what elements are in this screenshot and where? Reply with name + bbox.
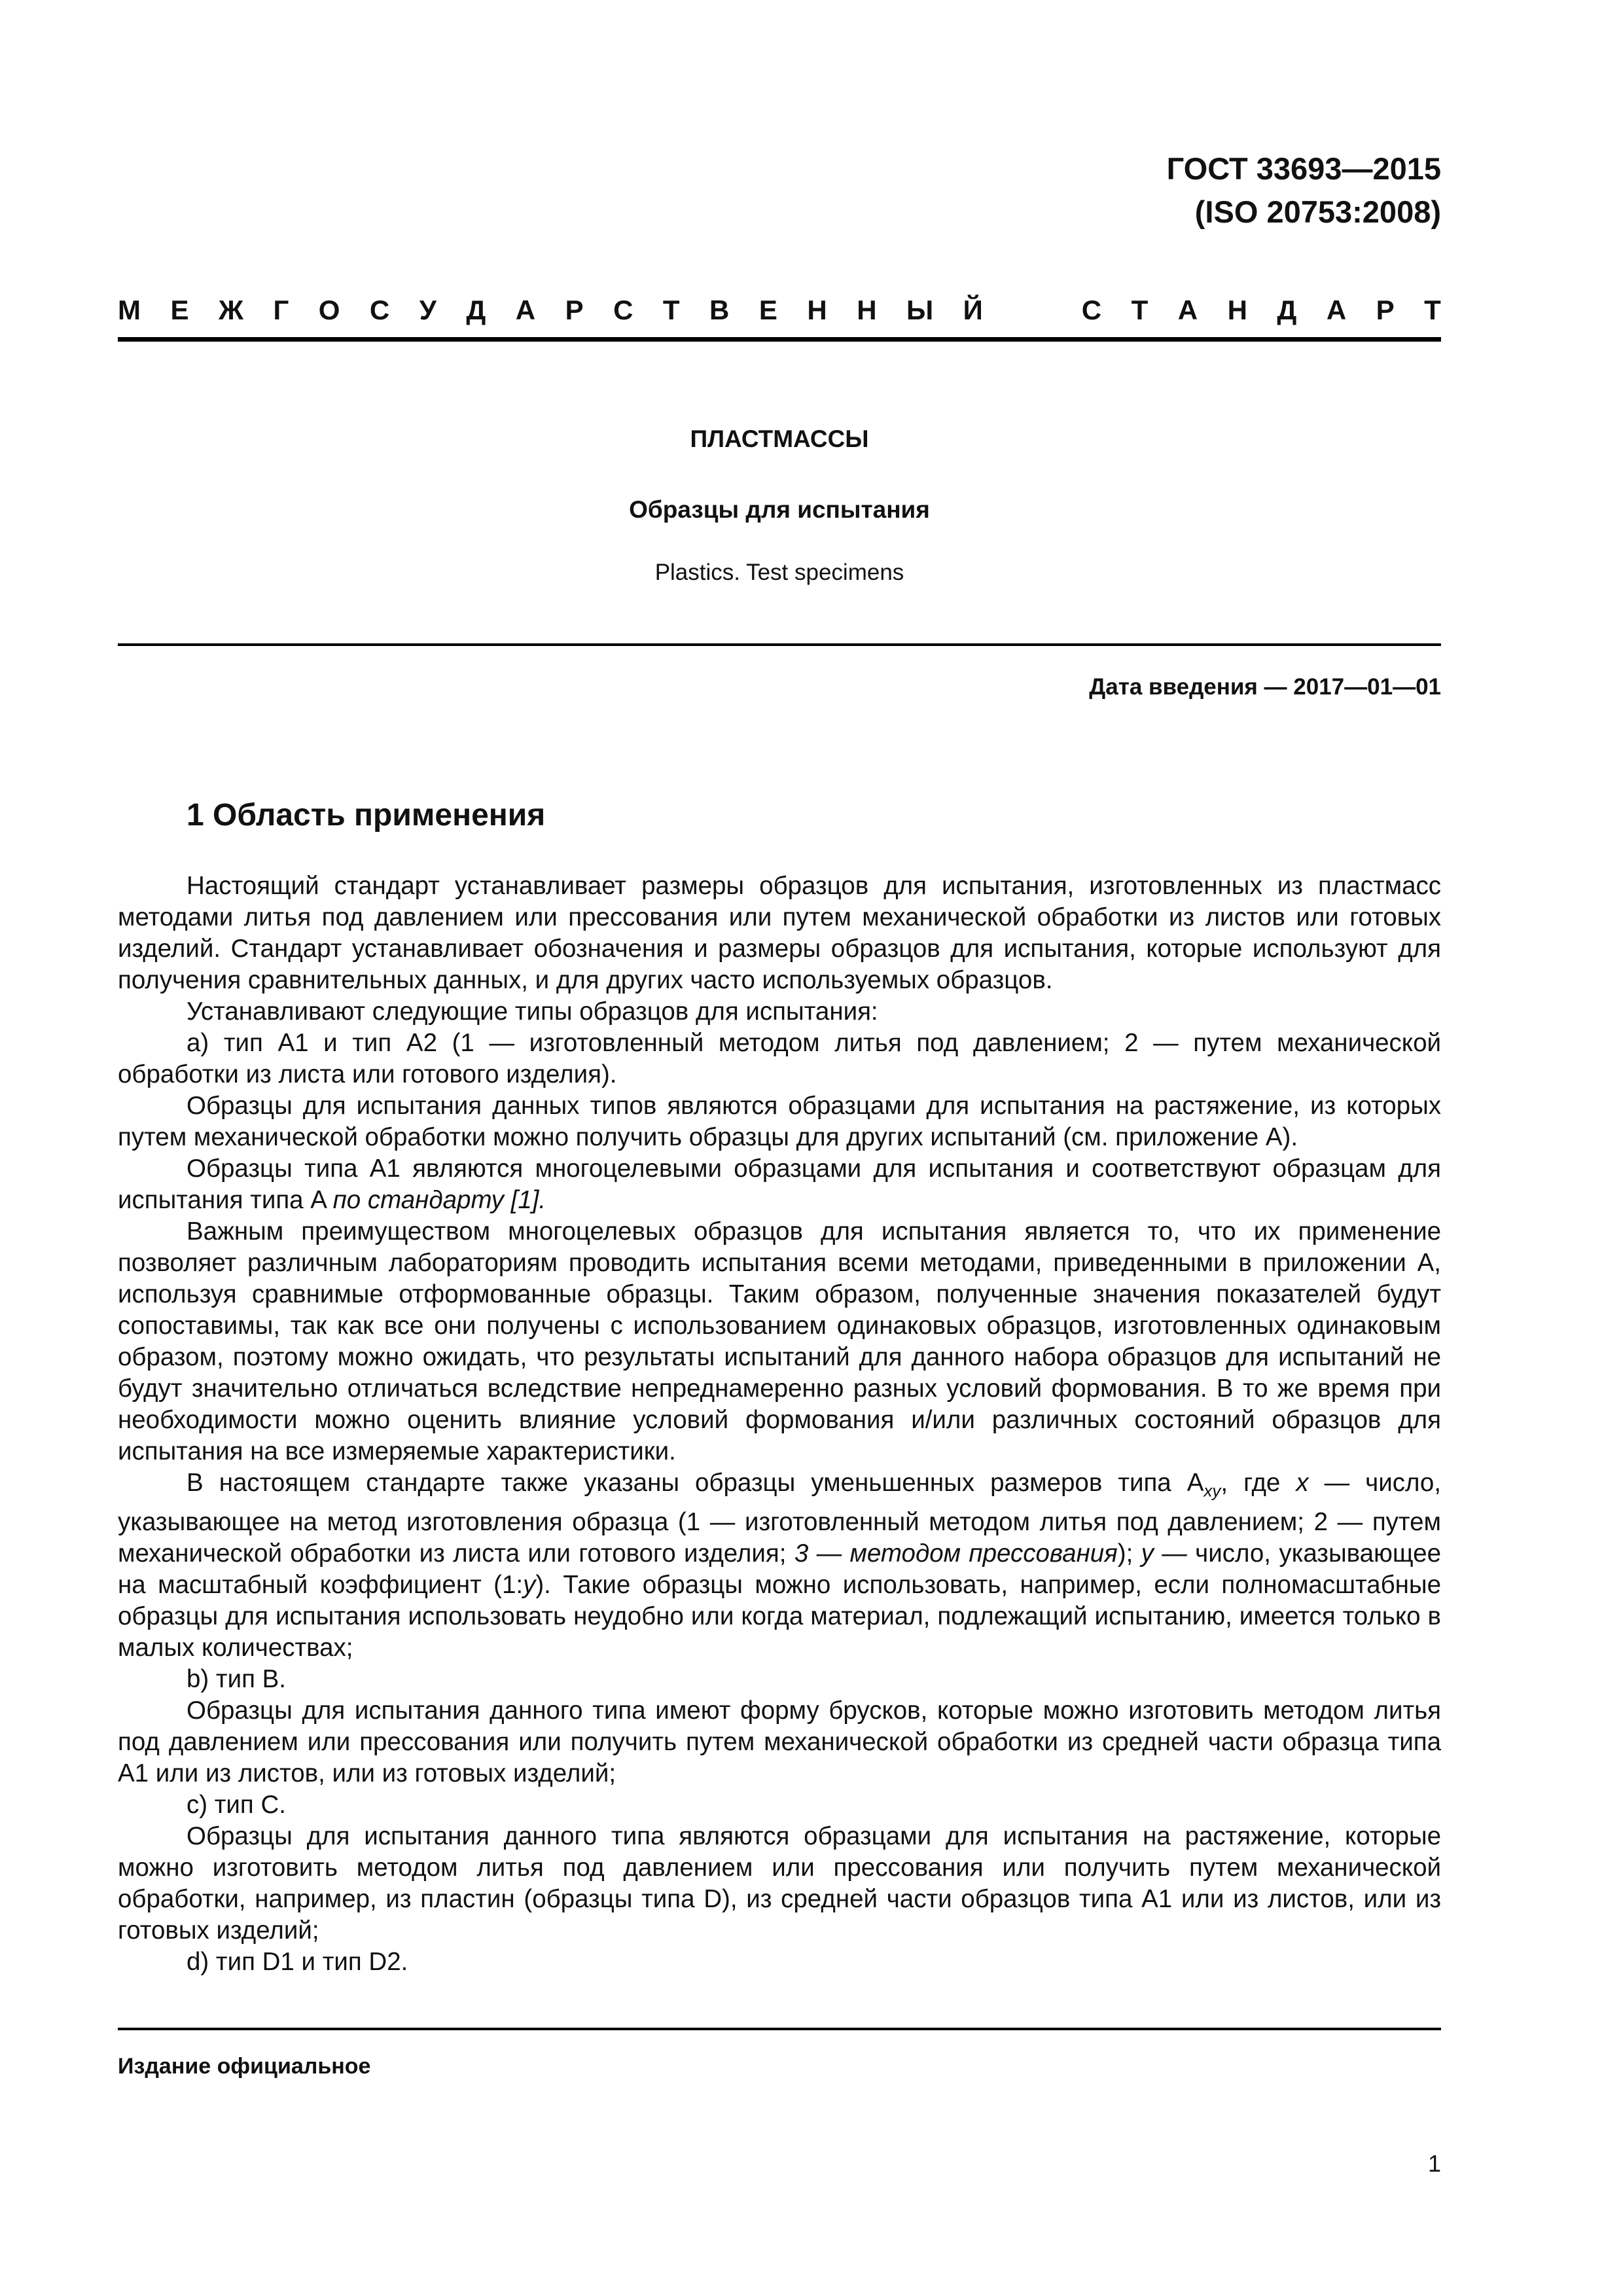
banner-letter: Ж [218,295,243,325]
paragraph: Важным преимуществом многоцелевых образцов для испытания является то, что их применение позволяет различным лабораториям проводить испытания всеми методами, приведенными в приложении A, используя сравнимые отформованные образцы. Таким образом, полученные значения показателей будут сопоставимы, так как все они получены с использованием одинаковых образцов, изготовленных одинаковым образом, поэтому можно ожидать, что результаты испытаний для данного набора образцов для испытаний не будут значительно отличаться вследствие непреднамеренно разных условий формования. В то же время при необходимости можно оценить влияние условий формования и/или различных состояний образцов для испытания на все измеряемые характеристики. [118,1217,1441,1465]
date-introduced: Дата введения — 2017—01—01 [1089,674,1441,700]
section-body [118,870,1441,1978]
gost-designation [1167,147,1441,234]
banner-letter: Н [807,295,827,325]
banner-letter: А [515,295,536,325]
iso-number: (ISO 20753:2008) [1194,194,1441,229]
banner-word-gap [1012,295,1052,334]
list-item-c: c) тип C. [187,1790,286,1819]
banner-letter: В [709,295,730,325]
banner-letter: А [1326,295,1347,325]
banner-letter: С [369,295,390,325]
list-item-a: a) тип A1 и тип A2 (1 — изготовленный методом литья под давлением; 2 — путем механической обработки из листа или готового изделия). [118,1029,1441,1088]
page-number: 1 [1427,2150,1441,2177]
document-subtitle: Образцы для испытания [629,496,930,523]
banner-rule [118,337,1441,342]
section-heading: 1 Область применения [187,798,546,833]
paragraph: Настоящий стандарт устанавливает размеры образцов для испытания, изготовленных из пластмасс методами литья под давлением или прессования или путем механической обработки из листов или готовых изделий. Стандарт устанавливает обозначения и размеры образцов для испытания, которые используют для получения сравнительных данных, и для других часто используемых образцов. [118,872,1441,994]
paragraph: Образцы для испытания данного типа являются образцами для испытания на растяжение, которые можно изготовить методом литья под давлением или прессования или получить путем механической обработки, например, из пластин (образцы типа D), из средней части образцов типа A1 или из листов, или из готовых изделий; [118,1821,1441,1945]
gost-number: ГОСТ 33693—2015 [1166,151,1441,186]
edition-label: Издание официальное [118,2054,371,2079]
title-rule [118,643,1441,646]
banner-letter: О [318,295,340,325]
banner-letter: С [1081,295,1102,325]
footer-rule [118,2028,1441,2030]
document-title-english: Plastics. Test specimens [654,560,904,585]
banner-letter: Г [273,295,289,325]
list-item-d: d) тип D1 и тип D2. [187,1947,408,1976]
reference-link: по стандарту [1]. [332,1186,546,1214]
banner-letter: У [419,295,437,325]
interstate-standard-banner [118,295,1441,334]
banner-letter: Р [1376,295,1395,325]
paragraph: Устанавливают следующие типы образцов для испытания: [187,997,878,1026]
banner-letter: Е [170,295,189,325]
banner-letter: Е [758,295,777,325]
paragraph: В настоящем стандарте также указаны образцы уменьшенных размеров типа $A_{xy}$, где x — число, указывающее на метод изготовления образца (1 — изготовленный методом литья под давлением; 2 — путем механической обработки из листа или готового изделия; 3 — методом прессования); y — число, указывающее на масштабный коэффициент (1:y). Такие образцы можно использовать, например, если полномасштабные образцы для испытания использовать неудобно или когда материал, подлежащий испытанию, имеется только в малых количествах; [118,1469,1441,1662]
list-item-b: b) тип B. [187,1664,286,1693]
banner-letter: Н [1227,295,1247,325]
paragraph: Образцы для испытания данного типа имеют форму брусков, которые можно изготовить методом литья под давлением или прессования или получить путем механической обработки из средней части образца типа A1 или из листов, или из готовых изделий; [118,1696,1441,1787]
banner-letter: А [1177,295,1198,325]
banner-letter: М [118,295,141,325]
paragraph: Образцы для испытания данных типов являются образцами для испытания на растяжение, из которых путем механической обработки можно получить образцы для других испытаний (см. приложение A). [118,1092,1441,1151]
paragraph: Образцы типа A1 являются многоцелевыми образцами для испытания и соответствуют образцам для испытания типа A по стандарту [1]. [118,1155,1441,1214]
banner-letter: Т [1131,295,1149,325]
banner-letter: Н [857,295,877,325]
banner-letter: Д [466,295,486,325]
banner-letter: Т [1424,295,1441,325]
banner-letter: Т [662,295,680,325]
document-title: ПЛАСТМАССЫ [690,425,869,452]
banner-letter: Й [963,295,983,325]
banner-letter: Д [1277,295,1297,325]
banner-letter: С [613,295,633,325]
banner-letter: Ы [906,295,934,325]
banner-letter: Р [565,295,584,325]
